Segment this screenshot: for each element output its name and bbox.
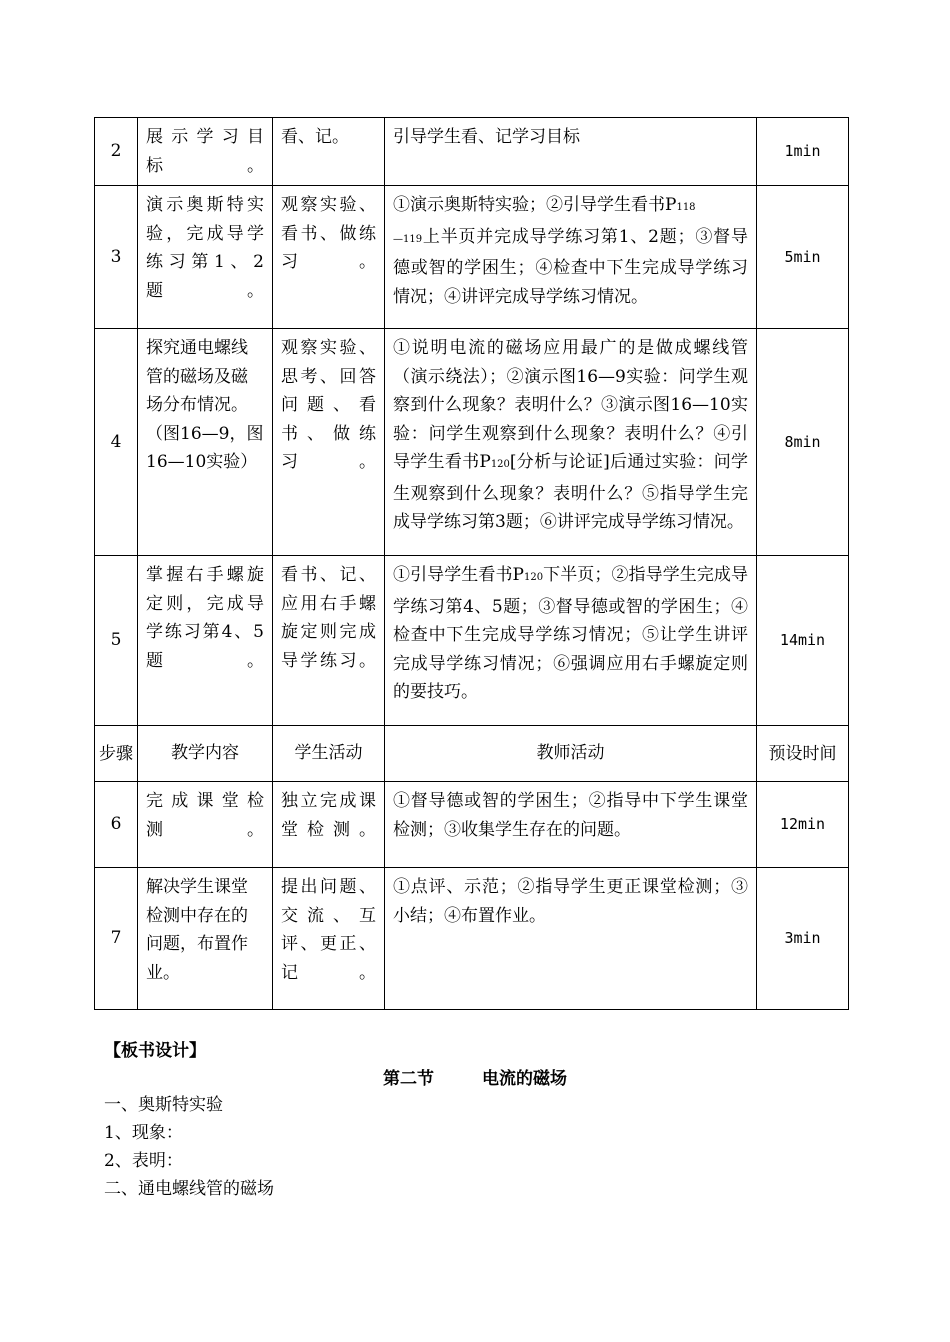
step-number: 5 <box>95 556 138 726</box>
table-header-row <box>95 726 849 782</box>
teaching-content: 探究通电螺线管的磁场及磁场分布情况。（图16—9，图16—10实验） <box>138 329 273 556</box>
teacher-activity: ①引导学生看书P120下半页；②指导学生完成导学练习第4、5题；③督导德或智的学困生；④检查中下生完成导学练习情况；⑤让学生讲评完成导学练习情况；⑥强调应用右手螺旋定则的要技巧。 <box>385 556 757 726</box>
student-activity: 观察实验、看书、做练习。 <box>273 186 385 329</box>
teacher-activity: ①督导德或智的学困生；②指导中下学生课堂检测；③收集学生存在的问题。 <box>385 782 757 868</box>
student-activity: 看、记。 <box>273 118 385 186</box>
section-number: 第二节 <box>383 1069 434 1089</box>
teacher-activity: ①说明电流的磁场应用最广的是做成螺线管（演示绕法）；②演示图16—9实验：问学生观察到什么现象？表明什么？③演示图16—10实验：问学生观察到什么现象？表明什么？④引导学生看书P120[分析与论证]后通过实验：问学生观察到什么现象？表明什么？⑤指导学生完成导学练习第3题；⑥讲评完成导学练习情况。 <box>385 329 757 556</box>
student-activity: 观察实验、思考、回答问题、看书、做练习。 <box>273 329 385 556</box>
board-line: 1、现象： <box>104 1123 183 1143</box>
header-student: 学生活动 <box>273 726 385 782</box>
board-line: 二、通电螺线管的磁场 <box>104 1179 274 1199</box>
table-row <box>95 556 849 726</box>
table-row <box>95 118 849 186</box>
table-row <box>95 329 849 556</box>
teacher-activity: ①演示奥斯特实验；②引导学生看书P118 —119上半页并完成导学练习第1、2题；③督导德或智的学困生；④检查中下生完成导学练习情况；④讲评完成导学练习情况。 <box>385 186 757 329</box>
step-number: 4 <box>95 329 138 556</box>
step-number: 2 <box>95 118 138 186</box>
board-title <box>0 1064 950 1089</box>
board-line: 一、奥斯特实验 <box>104 1095 223 1115</box>
teaching-content: 掌握右手螺旋定则，完成导学练习第4、5题。 <box>138 556 273 726</box>
planned-time: 12min <box>757 782 849 868</box>
table-row <box>95 782 849 868</box>
step-number: 6 <box>95 782 138 868</box>
planned-time: 8min <box>757 329 849 556</box>
step-number: 7 <box>95 868 138 1010</box>
planned-time: 5min <box>757 186 849 329</box>
student-activity: 看书、记、应用右手螺旋定则完成导学练习。 <box>273 556 385 726</box>
student-activity: 独立完成课堂检测。 <box>273 782 385 868</box>
table-row <box>95 186 849 329</box>
step-number: 3 <box>95 186 138 329</box>
teaching-content: 演示奥斯特实验，完成导学练习第1、2题。 <box>138 186 273 329</box>
section-title: 电流的磁场 <box>482 1069 567 1089</box>
header-content: 教学内容 <box>138 726 273 782</box>
planned-time: 1min <box>757 118 849 186</box>
table-row <box>95 868 849 1010</box>
lesson-plan-table <box>94 117 849 1010</box>
teaching-content: 完成课堂检测。 <box>138 782 273 868</box>
student-activity: 提出问题、交流、互评、更正、记。 <box>273 868 385 1010</box>
planned-time: 14min <box>757 556 849 726</box>
header-step: 步骤 <box>95 726 138 782</box>
teaching-content: 解决学生课堂检测中存在的问题，布置作业。 <box>138 868 273 1010</box>
board-design-heading: 【板书设计】 <box>104 1041 206 1061</box>
teaching-content: 展示学习目标。 <box>138 118 273 186</box>
planned-time: 3min <box>757 868 849 1010</box>
teacher-activity: ①点评、示范；②指导学生更正课堂检测；③小结；④布置作业。 <box>385 868 757 1010</box>
teacher-activity: 引导学生看、记学习目标 <box>385 118 757 186</box>
board-line: 2、表明： <box>104 1151 183 1171</box>
header-time: 预设时间 <box>757 726 849 782</box>
header-teacher: 教师活动 <box>385 726 757 782</box>
